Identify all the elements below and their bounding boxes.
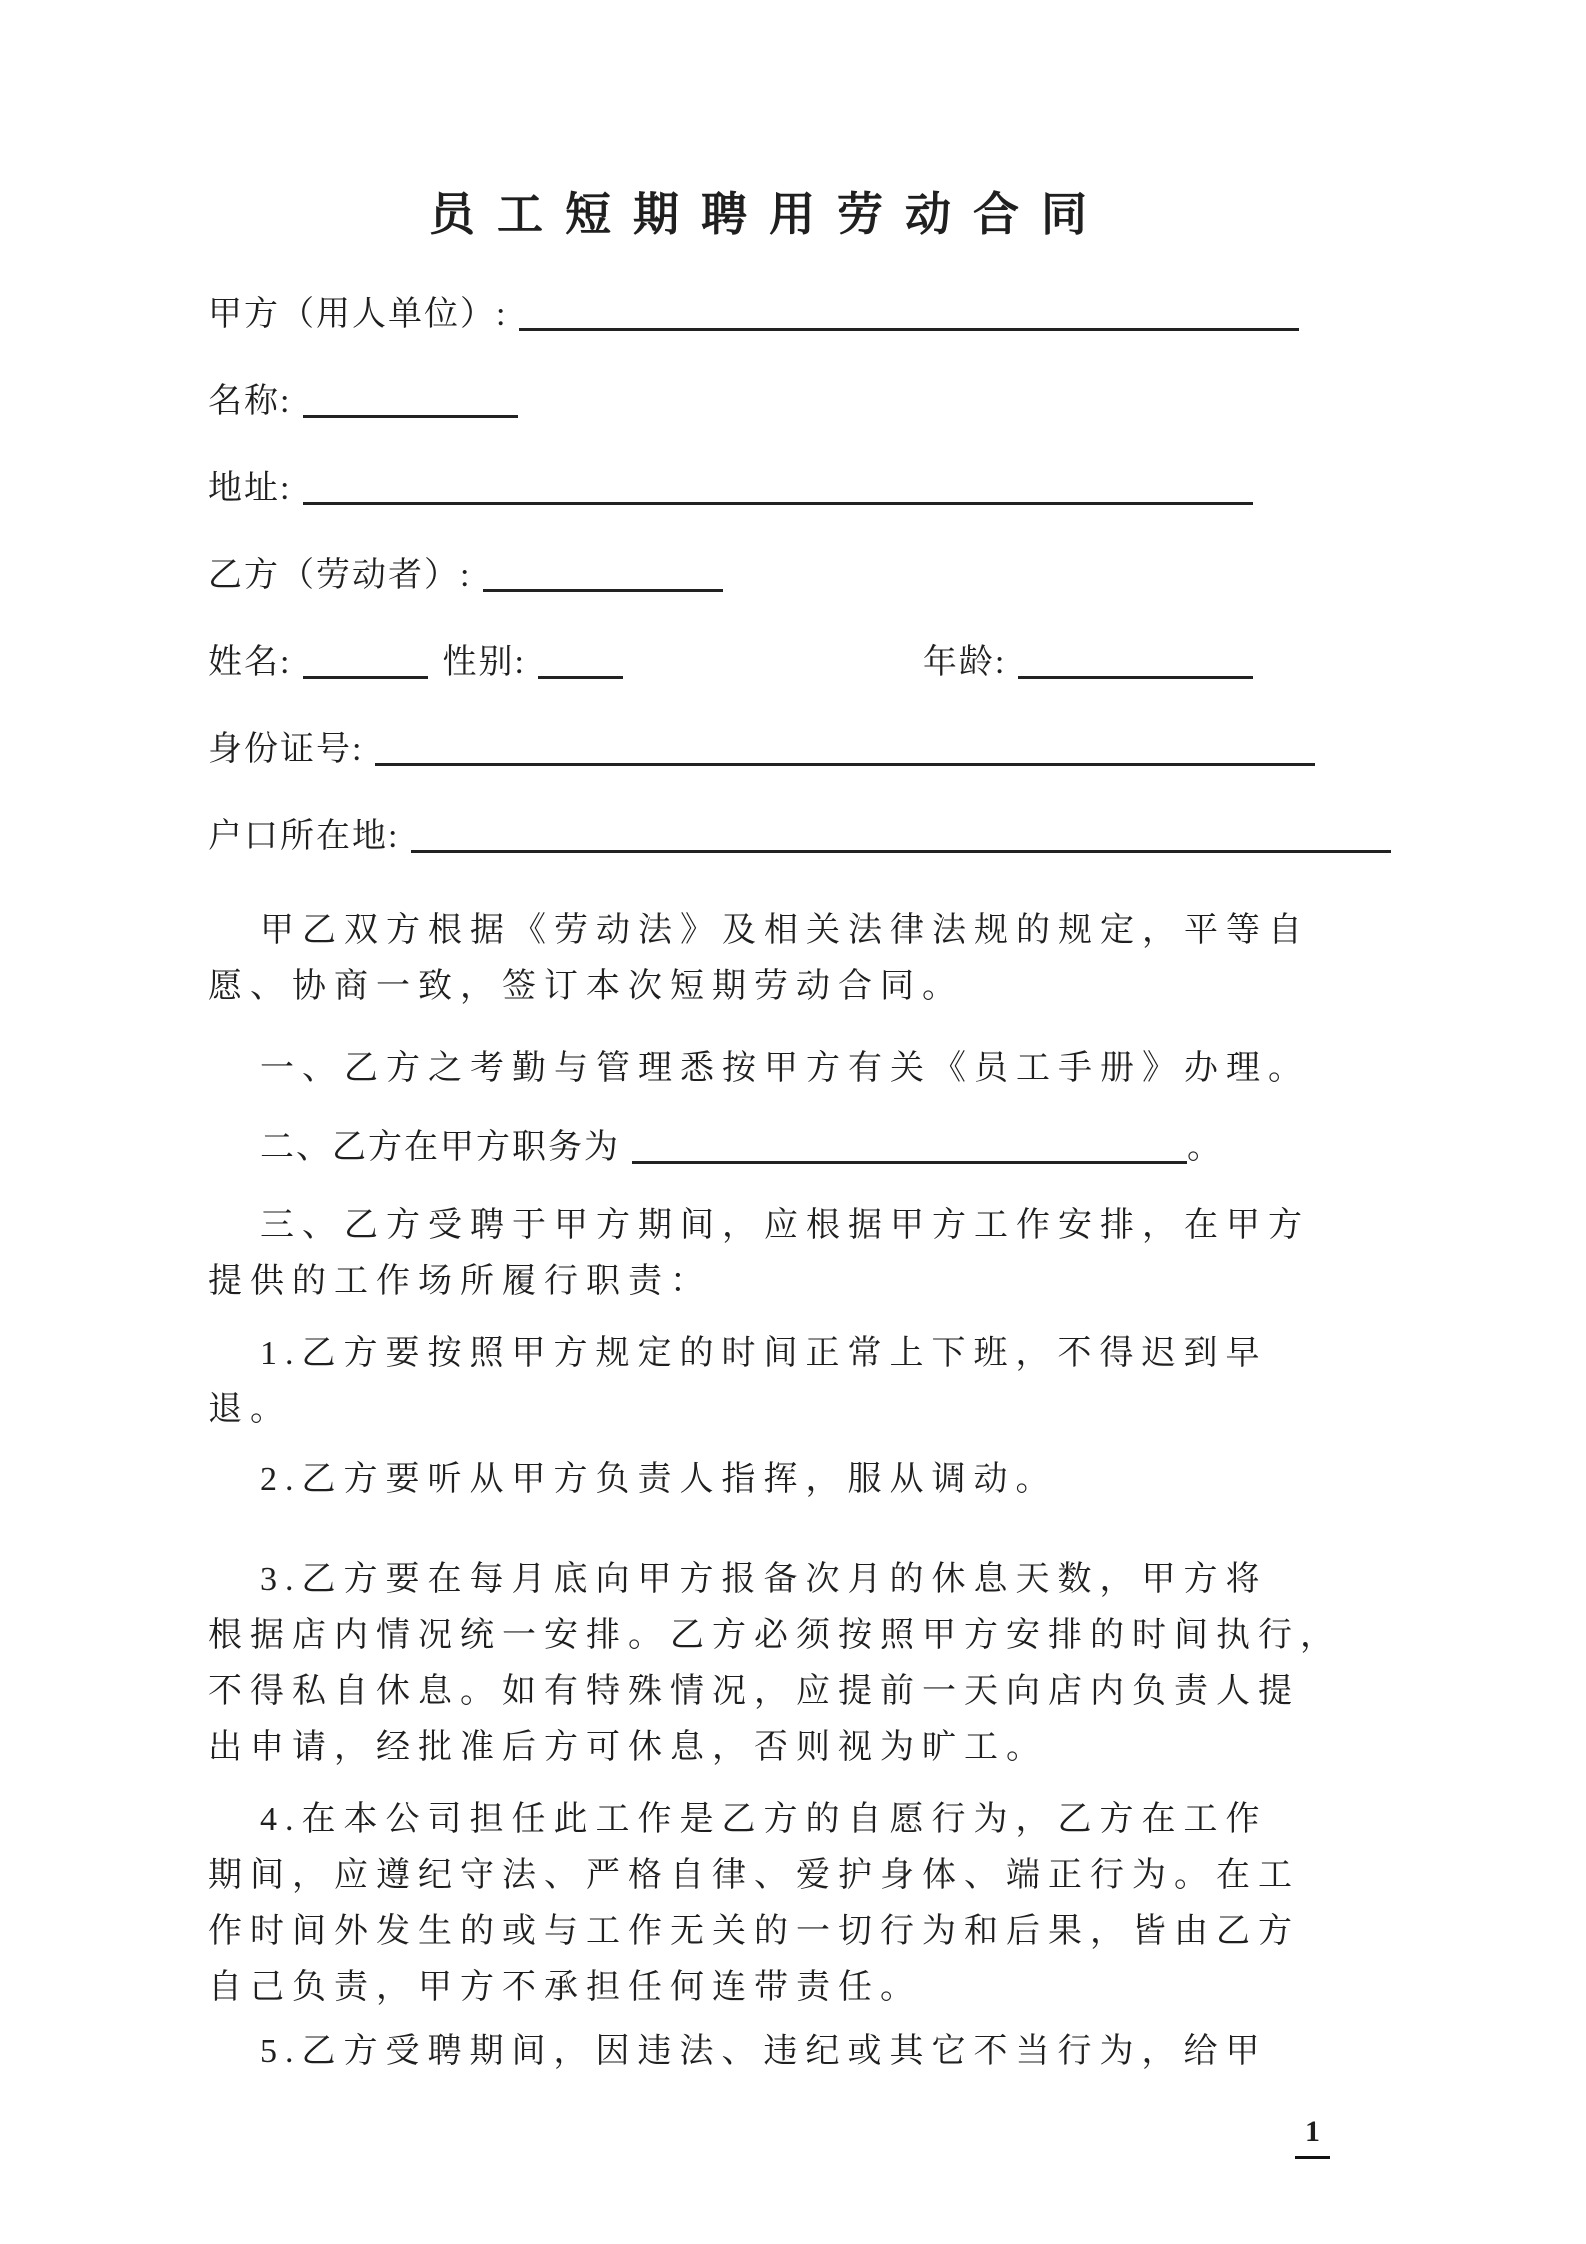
text-line: 提供的工作场所履行职责：: [208, 1263, 712, 1300]
form-row-worker-info: [208, 634, 1330, 685]
clause-2-text: 二、乙方在甲方职务为: [260, 1129, 620, 1166]
text-line: 1.乙方要按照甲方规定的时间正常上下班，不得迟到早: [260, 1335, 1268, 1372]
intro-paragraph: [208, 903, 1330, 1015]
form-row-id-number: [208, 721, 1330, 772]
page-number: 1: [1295, 2110, 1330, 2159]
text-line: 2.乙方要听从甲方负责人指挥，服从调动。: [260, 1461, 1058, 1498]
clause-1: [208, 1041, 1330, 1097]
address-input-line[interactable]: [303, 466, 1253, 505]
worker-name-input-line[interactable]: [303, 640, 428, 679]
text-line: 三、乙方受聘于甲方期间，应根据甲方工作安排，在甲方: [260, 1207, 1310, 1244]
gender-label: 性别:: [442, 644, 526, 681]
text-line: 愿、协商一致，签订本次短期劳动合同。: [208, 968, 964, 1005]
company-name-input-line[interactable]: [303, 379, 518, 418]
document-title: 员工短期聘用劳动合同: [429, 189, 1109, 240]
residence-label: 户口所在地:: [208, 818, 400, 855]
party-a-input-line[interactable]: [519, 292, 1299, 331]
party-a-label: 甲方（用人单位）:: [208, 296, 508, 333]
clause-2: [208, 1119, 1330, 1176]
duty-item-1: [208, 1326, 1330, 1438]
text-line: 5.乙方受聘期间，因违法、违纪或其它不当行为，给甲: [260, 2033, 1268, 2070]
text-line: 退。: [208, 1391, 292, 1428]
form-row-company-name: [208, 373, 1330, 424]
party-b-input-line[interactable]: [483, 553, 723, 592]
id-number-input-line[interactable]: [375, 727, 1315, 766]
duty-item-3: [208, 1552, 1342, 1776]
form-row-party-a: [208, 286, 1330, 337]
residence-input-line[interactable]: [411, 814, 1391, 853]
company-name-label: 名称:: [208, 383, 292, 420]
duty-item-5: [208, 2024, 1330, 2080]
text-line: 不得私自休息。如有特殊情况，应提前一天向店内负责人提: [208, 1673, 1300, 1710]
clause-2-period: 。: [1187, 1129, 1223, 1166]
form-row-residence: [208, 808, 1330, 859]
address-label: 地址:: [208, 470, 292, 507]
text-line: 自己负责，甲方不承担任何连带责任。: [208, 1969, 922, 2006]
text-line: 出申请，经批准后方可休息，否则视为旷工。: [208, 1729, 1048, 1766]
text-line: 作时间外发生的或与工作无关的一切行为和后果，皆由乙方: [208, 1913, 1300, 1950]
position-input-line[interactable]: [632, 1125, 1187, 1164]
duty-item-2: [208, 1452, 1330, 1508]
age-input-line[interactable]: [1018, 640, 1253, 679]
page-footer: [208, 2110, 1330, 2159]
text-line: 4.在本公司担任此工作是乙方的自愿行为，乙方在工作: [260, 1801, 1268, 1838]
text-line: 期间，应遵纪守法、严格自律、爱护身体、端正行为。在工: [208, 1857, 1300, 1894]
clause-3: [208, 1198, 1330, 1310]
gender-input-line[interactable]: [538, 640, 623, 679]
text-line: 一、乙方之考勤与管理悉按甲方有关《员工手册》办理。: [260, 1050, 1310, 1087]
text-line: 3.乙方要在每月底向甲方报备次月的休息天数，甲方将: [260, 1561, 1268, 1598]
duty-item-4: [208, 1792, 1330, 2016]
party-b-label: 乙方（劳动者）:: [208, 557, 472, 594]
text-line: 根据店内情况统一安排。乙方必须按照甲方安排的时间执行，: [208, 1617, 1342, 1654]
form-row-address: [208, 460, 1330, 511]
header-form: [208, 286, 1330, 859]
id-number-label: 身份证号:: [208, 731, 364, 768]
worker-name-label: 姓名:: [208, 644, 292, 681]
age-label: 年龄:: [922, 644, 1007, 681]
text-line: 甲乙双方根据《劳动法》及相关法律法规的规定，平等自: [260, 912, 1310, 949]
form-row-party-b: [208, 547, 1330, 598]
